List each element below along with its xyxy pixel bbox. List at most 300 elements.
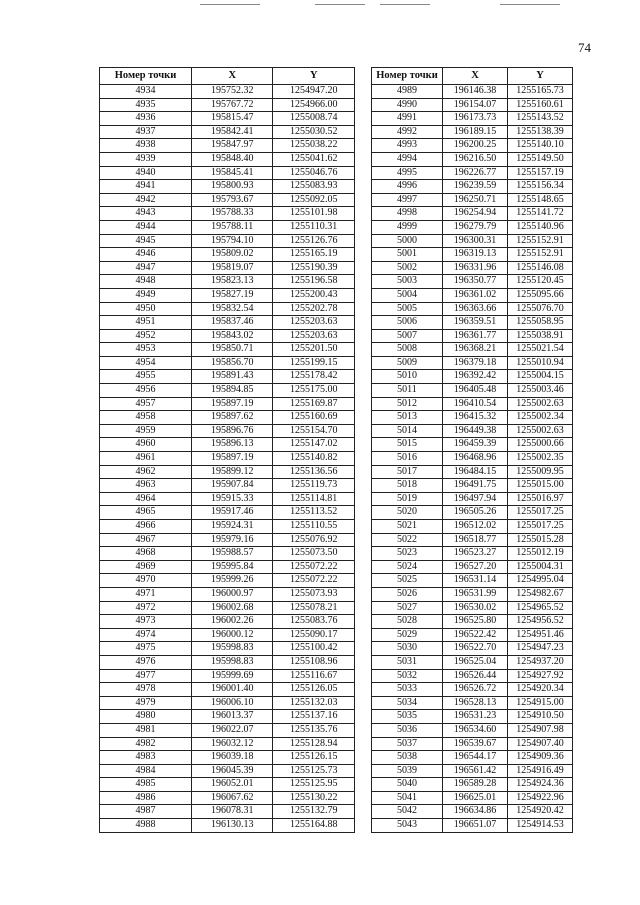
cell-point-number: 5016	[372, 452, 443, 466]
cell-x: 196216.50	[443, 152, 508, 166]
scan-artifact-line	[315, 4, 365, 5]
cell-y: 1255160.69	[273, 411, 355, 425]
cell-y: 1255119.73	[273, 479, 355, 493]
cell-y: 1255190.39	[273, 261, 355, 275]
cell-point-number: 4955	[100, 370, 192, 384]
table-row	[100, 710, 355, 724]
cell-x: 195917.46	[192, 506, 273, 520]
table-row	[372, 533, 573, 547]
cell-point-number: 5041	[372, 791, 443, 805]
cell-point-number: 4985	[100, 778, 192, 792]
cell-x: 196405.48	[443, 384, 508, 398]
table-row	[372, 384, 573, 398]
cell-x: 195896.76	[192, 424, 273, 438]
cell-point-number: 4970	[100, 574, 192, 588]
table-row	[372, 805, 573, 819]
cell-y: 1255017.25	[508, 520, 573, 534]
table-row	[100, 492, 355, 506]
cell-x: 196561.42	[443, 764, 508, 778]
cell-y: 1254966.00	[273, 98, 355, 112]
cell-y: 1255200.43	[273, 288, 355, 302]
table-row	[372, 112, 573, 126]
cell-y: 1255015.28	[508, 533, 573, 547]
cell-y: 1255100.42	[273, 642, 355, 656]
table-row	[372, 479, 573, 493]
cell-point-number: 4962	[100, 465, 192, 479]
cell-y: 1255156.34	[508, 180, 573, 194]
cell-x: 196468.96	[443, 452, 508, 466]
cell-y: 1255030.52	[273, 125, 355, 139]
cell-point-number: 4979	[100, 696, 192, 710]
cell-x: 196006.10	[192, 696, 273, 710]
scan-artifact-line	[200, 4, 260, 5]
cell-point-number: 5003	[372, 275, 443, 289]
cell-point-number: 5035	[372, 710, 443, 724]
cell-y: 1255137.16	[273, 710, 355, 724]
cell-x: 196505.26	[443, 506, 508, 520]
cell-point-number: 4942	[100, 193, 192, 207]
cell-point-number: 4981	[100, 723, 192, 737]
cell-point-number: 4960	[100, 438, 192, 452]
table-row	[100, 370, 355, 384]
cell-point-number: 4999	[372, 220, 443, 234]
cell-point-number: 4991	[372, 112, 443, 126]
cell-x: 196379.18	[443, 356, 508, 370]
cell-point-number: 5031	[372, 655, 443, 669]
table-row	[372, 751, 573, 765]
coordinates-table-left	[99, 67, 355, 833]
cell-x: 196392.42	[443, 370, 508, 384]
table-row	[372, 193, 573, 207]
table-row	[100, 479, 355, 493]
cell-x: 195848.40	[192, 152, 273, 166]
table-row	[100, 356, 355, 370]
cell-y: 1254937.20	[508, 655, 573, 669]
cell-x: 196484.15	[443, 465, 508, 479]
cell-x: 196052.01	[192, 778, 273, 792]
cell-y: 1255152.91	[508, 248, 573, 262]
cell-x: 196634.86	[443, 805, 508, 819]
cell-point-number: 4980	[100, 710, 192, 724]
table-row	[372, 85, 573, 99]
cell-y: 1255002.63	[508, 424, 573, 438]
cell-x: 196363.66	[443, 302, 508, 316]
cell-point-number: 5013	[372, 411, 443, 425]
cell-x: 195815.47	[192, 112, 273, 126]
cell-point-number: 5040	[372, 778, 443, 792]
cell-y: 1255138.39	[508, 125, 573, 139]
cell-point-number: 4966	[100, 520, 192, 534]
cell-x: 195896.13	[192, 438, 273, 452]
cell-x: 196539.67	[443, 737, 508, 751]
cell-y: 1255073.50	[273, 547, 355, 561]
cell-point-number: 5038	[372, 751, 443, 765]
cell-y: 1255012.19	[508, 547, 573, 561]
table-row	[100, 166, 355, 180]
cell-y: 1255165.19	[273, 248, 355, 262]
cell-x: 196368.21	[443, 343, 508, 357]
table-row	[372, 152, 573, 166]
cell-y: 1255143.52	[508, 112, 573, 126]
cell-x: 195809.02	[192, 248, 273, 262]
cell-y: 1255116.67	[273, 669, 355, 683]
cell-point-number: 5022	[372, 533, 443, 547]
table-row	[372, 125, 573, 139]
cell-point-number: 4987	[100, 805, 192, 819]
cell-x: 195907.84	[192, 479, 273, 493]
table-row	[100, 316, 355, 330]
cell-y: 1255164.88	[273, 819, 355, 833]
cell-y: 1255004.31	[508, 560, 573, 574]
cell-y: 1254909.36	[508, 751, 573, 765]
cell-point-number: 4934	[100, 85, 192, 99]
table-row	[372, 587, 573, 601]
table-row	[372, 288, 573, 302]
cell-point-number: 5012	[372, 397, 443, 411]
table-row	[372, 180, 573, 194]
cell-x: 196000.97	[192, 587, 273, 601]
cell-y: 1255140.10	[508, 139, 573, 153]
cell-point-number: 4957	[100, 397, 192, 411]
cell-point-number: 4961	[100, 452, 192, 466]
cell-x: 196039.18	[192, 751, 273, 765]
table-row	[100, 506, 355, 520]
table-row	[372, 696, 573, 710]
cell-x: 196449.38	[443, 424, 508, 438]
cell-y: 1255041.62	[273, 152, 355, 166]
table-row	[100, 152, 355, 166]
cell-y: 1255108.96	[273, 655, 355, 669]
cell-point-number: 4946	[100, 248, 192, 262]
cell-point-number: 4975	[100, 642, 192, 656]
cell-point-number: 4944	[100, 220, 192, 234]
cell-point-number: 5004	[372, 288, 443, 302]
cell-point-number: 4945	[100, 234, 192, 248]
table-row	[372, 438, 573, 452]
cell-x: 196415.32	[443, 411, 508, 425]
cell-y: 1254995.04	[508, 574, 573, 588]
table-row	[372, 642, 573, 656]
cell-x: 195998.83	[192, 655, 273, 669]
cell-y: 1254922.96	[508, 791, 573, 805]
table-row	[372, 520, 573, 534]
cell-y: 1255000.66	[508, 438, 573, 452]
cell-y: 1255201.50	[273, 343, 355, 357]
cell-point-number: 4982	[100, 737, 192, 751]
cell-y: 1254951.46	[508, 628, 573, 642]
table-row	[372, 139, 573, 153]
cell-y: 1255058.95	[508, 316, 573, 330]
cell-x: 195897.62	[192, 411, 273, 425]
table-row	[100, 384, 355, 398]
table-row	[372, 465, 573, 479]
cell-y: 1255120.45	[508, 275, 573, 289]
cell-x: 196022.07	[192, 723, 273, 737]
cell-point-number: 5020	[372, 506, 443, 520]
cell-point-number: 5032	[372, 669, 443, 683]
cell-y: 1254956.52	[508, 615, 573, 629]
table-row	[100, 696, 355, 710]
cell-x: 195788.11	[192, 220, 273, 234]
cell-y: 1255132.03	[273, 696, 355, 710]
table-row	[372, 560, 573, 574]
cell-y: 1254947.20	[273, 85, 355, 99]
table-row	[372, 492, 573, 506]
cell-y: 1254920.34	[508, 683, 573, 697]
cell-x: 195894.85	[192, 384, 273, 398]
cell-y: 1255110.55	[273, 520, 355, 534]
cell-point-number: 5036	[372, 723, 443, 737]
table-row	[372, 343, 573, 357]
cell-x: 196130.13	[192, 819, 273, 833]
cell-x: 196522.70	[443, 642, 508, 656]
table-row	[100, 220, 355, 234]
table-row	[372, 397, 573, 411]
cell-x: 195788.33	[192, 207, 273, 221]
cell-point-number: 5019	[372, 492, 443, 506]
cell-x: 195847.97	[192, 139, 273, 153]
table-row	[100, 397, 355, 411]
cell-point-number: 4997	[372, 193, 443, 207]
cell-x: 196526.72	[443, 683, 508, 697]
cell-point-number: 5008	[372, 343, 443, 357]
cell-x: 196002.26	[192, 615, 273, 629]
table-row	[100, 452, 355, 466]
cell-point-number: 5011	[372, 384, 443, 398]
cell-y: 1255078.21	[273, 601, 355, 615]
cell-y: 1254920.42	[508, 805, 573, 819]
cell-point-number: 5027	[372, 601, 443, 615]
cell-point-number: 4949	[100, 288, 192, 302]
cell-point-number: 5030	[372, 642, 443, 656]
cell-point-number: 4956	[100, 384, 192, 398]
table-row	[100, 533, 355, 547]
cell-point-number: 4938	[100, 139, 192, 153]
cell-point-number: 5017	[372, 465, 443, 479]
cell-x: 196522.42	[443, 628, 508, 642]
cell-x: 196067.62	[192, 791, 273, 805]
cell-x: 196331.96	[443, 261, 508, 275]
cell-x: 196254.94	[443, 207, 508, 221]
cell-point-number: 5009	[372, 356, 443, 370]
cell-y: 1255092.05	[273, 193, 355, 207]
cell-x: 196530.02	[443, 601, 508, 615]
table-row	[372, 819, 573, 833]
cell-y: 1255199.15	[273, 356, 355, 370]
cell-x: 196319.13	[443, 248, 508, 262]
header-point-number: Номер точки	[372, 68, 443, 85]
cell-point-number: 5042	[372, 805, 443, 819]
cell-x: 195819.07	[192, 261, 273, 275]
cell-x: 195924.31	[192, 520, 273, 534]
cell-point-number: 5010	[372, 370, 443, 384]
cell-point-number: 4983	[100, 751, 192, 765]
cell-y: 1255002.35	[508, 452, 573, 466]
cell-x: 196625.01	[443, 791, 508, 805]
cell-y: 1254914.53	[508, 819, 573, 833]
table-row	[372, 220, 573, 234]
cell-y: 1255128.94	[273, 737, 355, 751]
table-row	[372, 411, 573, 425]
table-row	[372, 329, 573, 343]
cell-y: 1254910.50	[508, 710, 573, 724]
cell-x: 195842.41	[192, 125, 273, 139]
cell-point-number: 5002	[372, 261, 443, 275]
table-row	[372, 452, 573, 466]
table-header-row	[372, 68, 573, 85]
cell-y: 1255169.87	[273, 397, 355, 411]
table-row	[100, 275, 355, 289]
cell-x: 195999.26	[192, 574, 273, 588]
cell-point-number: 4990	[372, 98, 443, 112]
table-row	[372, 316, 573, 330]
cell-y: 1254965.52	[508, 601, 573, 615]
cell-y: 1255140.96	[508, 220, 573, 234]
cell-point-number: 5029	[372, 628, 443, 642]
cell-point-number: 4953	[100, 343, 192, 357]
cell-x: 195899.12	[192, 465, 273, 479]
cell-point-number: 4971	[100, 587, 192, 601]
cell-x: 195793.67	[192, 193, 273, 207]
cell-x: 196350.77	[443, 275, 508, 289]
table-row	[100, 343, 355, 357]
table-row	[372, 601, 573, 615]
cell-x: 196589.28	[443, 778, 508, 792]
table-row	[100, 465, 355, 479]
cell-x: 195794.10	[192, 234, 273, 248]
header-y: Y	[508, 68, 573, 85]
cell-y: 1254907.40	[508, 737, 573, 751]
cell-y: 1255046.76	[273, 166, 355, 180]
cell-point-number: 4973	[100, 615, 192, 629]
header-x: X	[443, 68, 508, 85]
cell-point-number: 4943	[100, 207, 192, 221]
cell-x: 195845.41	[192, 166, 273, 180]
cell-y: 1255083.93	[273, 180, 355, 194]
cell-x: 196497.94	[443, 492, 508, 506]
table-row	[372, 737, 573, 751]
cell-point-number: 4935	[100, 98, 192, 112]
cell-y: 1255132.79	[273, 805, 355, 819]
cell-y: 1255126.76	[273, 234, 355, 248]
table-row	[100, 737, 355, 751]
table-row	[100, 288, 355, 302]
cell-x: 195999.69	[192, 669, 273, 683]
table-row	[100, 85, 355, 99]
cell-x: 196173.73	[443, 112, 508, 126]
cell-point-number: 5007	[372, 329, 443, 343]
cell-point-number: 4958	[100, 411, 192, 425]
cell-y: 1255073.93	[273, 587, 355, 601]
cell-y: 1255003.46	[508, 384, 573, 398]
cell-y: 1255076.70	[508, 302, 573, 316]
table-row	[372, 615, 573, 629]
cell-x: 196002.68	[192, 601, 273, 615]
cell-y: 1255154.70	[273, 424, 355, 438]
cell-point-number: 5021	[372, 520, 443, 534]
table-row	[372, 791, 573, 805]
cell-x: 196410.54	[443, 397, 508, 411]
cell-point-number: 5023	[372, 547, 443, 561]
table-row	[100, 193, 355, 207]
cell-x: 195998.83	[192, 642, 273, 656]
cell-point-number: 4974	[100, 628, 192, 642]
table-row	[100, 234, 355, 248]
cell-y: 1255017.25	[508, 506, 573, 520]
cell-point-number: 5018	[372, 479, 443, 493]
table-row	[100, 560, 355, 574]
cell-point-number: 4939	[100, 152, 192, 166]
table-row	[100, 655, 355, 669]
cell-point-number: 4998	[372, 207, 443, 221]
table-row	[100, 601, 355, 615]
cell-x: 196250.71	[443, 193, 508, 207]
cell-x: 196001.40	[192, 683, 273, 697]
cell-y: 1255202.78	[273, 302, 355, 316]
table-row	[372, 669, 573, 683]
cell-y: 1255101.98	[273, 207, 355, 221]
cell-point-number: 4994	[372, 152, 443, 166]
cell-x: 195823.13	[192, 275, 273, 289]
cell-x: 195979.16	[192, 533, 273, 547]
cell-x: 195850.71	[192, 343, 273, 357]
cell-point-number: 4996	[372, 180, 443, 194]
table-row	[100, 98, 355, 112]
table-row	[100, 574, 355, 588]
cell-point-number: 4948	[100, 275, 192, 289]
cell-point-number: 5025	[372, 574, 443, 588]
cell-y: 1255015.00	[508, 479, 573, 493]
cell-point-number: 4951	[100, 316, 192, 330]
cell-x: 195752.32	[192, 85, 273, 99]
cell-x: 196525.04	[443, 655, 508, 669]
cell-point-number: 4968	[100, 547, 192, 561]
cell-y: 1255038.91	[508, 329, 573, 343]
cell-x: 196651.07	[443, 819, 508, 833]
cell-x: 196512.02	[443, 520, 508, 534]
cell-y: 1255016.97	[508, 492, 573, 506]
cell-point-number: 5024	[372, 560, 443, 574]
cell-point-number: 4984	[100, 764, 192, 778]
cell-y: 1255125.73	[273, 764, 355, 778]
table-row	[372, 207, 573, 221]
table-row	[372, 424, 573, 438]
table-row	[372, 275, 573, 289]
cell-x: 196531.99	[443, 587, 508, 601]
cell-y: 1255152.91	[508, 234, 573, 248]
cell-point-number: 4964	[100, 492, 192, 506]
cell-x: 195988.57	[192, 547, 273, 561]
cell-point-number: 4967	[100, 533, 192, 547]
cell-y: 1254982.67	[508, 587, 573, 601]
cell-point-number: 4963	[100, 479, 192, 493]
table-row	[372, 778, 573, 792]
cell-x: 196300.31	[443, 234, 508, 248]
table-row	[100, 248, 355, 262]
table-row	[372, 261, 573, 275]
table-row	[372, 234, 573, 248]
scan-artifact-line	[500, 4, 560, 5]
table-row	[100, 791, 355, 805]
table-row	[372, 547, 573, 561]
cell-y: 1255130.22	[273, 791, 355, 805]
cell-point-number: 4988	[100, 819, 192, 833]
cell-x: 196526.44	[443, 669, 508, 683]
table-row	[100, 547, 355, 561]
cell-y: 1255135.76	[273, 723, 355, 737]
cell-x: 196361.77	[443, 329, 508, 343]
table-row	[100, 261, 355, 275]
